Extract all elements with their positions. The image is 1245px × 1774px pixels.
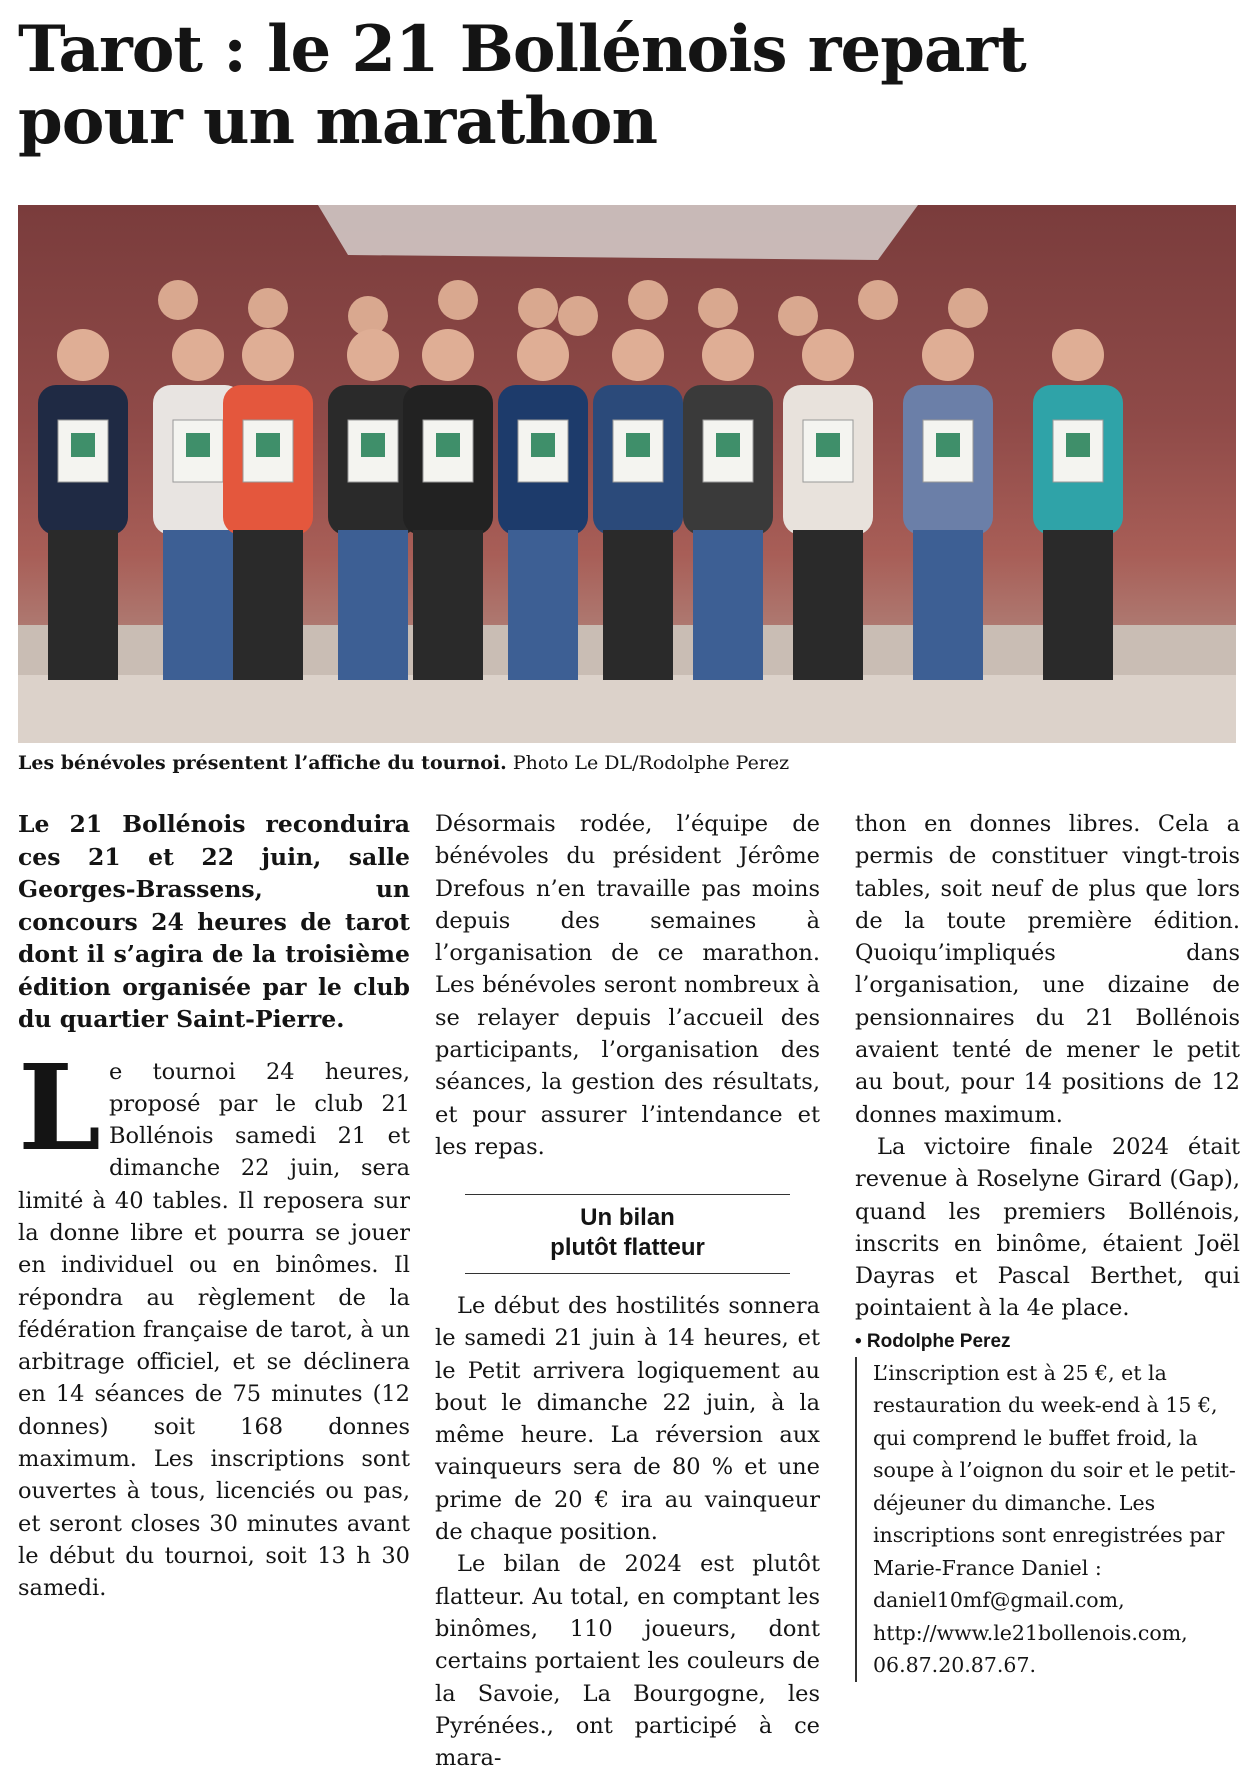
info-box: L’inscription est à 25 €, et la restauration du week-end à 15 €, qui comprend le buffet froid, la soupe à l’oignon du soir et le petit-déjeuner du dimanche. Les inscriptions sont enregistrées par Marie-France Daniel : daniel10mf@gmail.com, http://www.le21bollenois.com, 06.87.20.87.67. xyxy=(855,1357,1240,1682)
person-head xyxy=(698,288,738,328)
person-legs xyxy=(603,530,673,680)
headline-line-2: pour un marathon xyxy=(18,84,657,159)
person-head xyxy=(612,329,664,381)
person-legs xyxy=(48,530,118,680)
body-paragraph-4b: thon en donnes libres. Cela a permis de constituer vingt-trois tables, soit neuf de plus que lors de la toute première édition. Quoiqu’impliqués dans l’organisation, une dizaine de pensionnaires du 21 Bollénois avaient tenté de mener le petit au bout, pour 14 positions de 12 donnes maximum. xyxy=(855,811,1240,1128)
column-2 xyxy=(435,1180,820,1774)
author-signature: • Rodolphe Perez xyxy=(855,1330,1011,1352)
person-head xyxy=(158,280,198,320)
person-head xyxy=(438,280,478,320)
person-legs xyxy=(913,530,983,680)
person-head xyxy=(702,329,754,381)
poster-artwork xyxy=(936,433,960,457)
column-3 xyxy=(855,808,1240,1682)
person-head xyxy=(347,329,399,381)
person-head xyxy=(922,329,974,381)
subhead xyxy=(465,1194,790,1274)
poster-artwork xyxy=(186,433,210,457)
body-paragraph-3: Le début des hostilités sonnera le samedi 21 juin à 14 heures, et le Petit arrivera logiquement au bout le dimanche 22 juin, à la même heure. La réversion aux vainqueurs sera de 80 % et une prime de 20 € ira au vainqueur de chaque position. xyxy=(435,1293,820,1546)
body-paragraph-1-text: e tournoi 24 heures, proposé par le club 21 Bollénois samedi 21 et dimanche 22 juin, sera limité à 40 tables. Il reposera sur la donne libre et pourra se jouer en individuel ou en binômes. Il répondra au règlement de la fédération française de tarot, à un arbitrage officiel, et se déclinera en 14 séances de 75 minutes (12 donnes) soit 168 donnes maximum. Les inscriptions sont ouvertes à tous, licenciés ou pas, et seront closes 30 minutes avant le début du tournoi, soit 13 h 30 samedi. xyxy=(18,1058,410,1602)
person-legs xyxy=(413,530,483,680)
person-legs xyxy=(1043,530,1113,680)
person-head xyxy=(422,329,474,381)
person-legs xyxy=(508,530,578,680)
body-paragraph-1 xyxy=(18,1037,410,1605)
poster-artwork xyxy=(816,433,840,457)
poster-artwork xyxy=(71,433,95,457)
subhead-line-1: Un bilan xyxy=(580,1204,675,1231)
person-head xyxy=(248,288,288,328)
poster-artwork xyxy=(716,433,740,457)
subhead-line-2: plutôt flatteur xyxy=(550,1234,705,1261)
lead-paragraph: Le 21 Bollénois reconduira ces 21 et 22 juin, salle Georges-Brassens, un concours 24 heures de tarot dont il s’agira de la troisième édition organisée par le club du quartier Saint-Pierre. xyxy=(18,810,410,1033)
person-legs xyxy=(233,530,303,680)
person-legs xyxy=(163,530,233,680)
poster-artwork xyxy=(626,433,650,457)
column-1 xyxy=(18,808,410,1698)
person-legs xyxy=(793,530,863,680)
body-paragraph-4a: Le bilan de 2024 est plutôt flatteur. Au total, en comptant les binômes, 110 joueurs, dont certains portaient les couleurs de la Savoie, La Bourgogne, les Pyrénées., ont participé à ce mara- xyxy=(435,1551,820,1772)
person-legs xyxy=(338,530,408,680)
person-head xyxy=(1052,329,1104,381)
poster-artwork xyxy=(531,433,555,457)
headline-line-1: Tarot : le 21 Bollénois repart xyxy=(18,12,1026,87)
person-head xyxy=(778,296,818,336)
photo-credit: Photo Le DL/Rodolphe Perez xyxy=(512,752,790,774)
body-paragraph-2: Désormais rodée, l’équipe de bénévoles du président Jérôme Drefous n’en travaille pas moins depuis des semaines à l’organisation de ce marathon. Les bénévoles seront nombreux à se relayer depuis l’accueil des participants, l’organisation des séances, la gestion des résultats, et pour assurer l’intendance et les repas. xyxy=(435,811,820,1160)
person-head xyxy=(858,280,898,320)
headline xyxy=(18,14,1118,158)
person-head xyxy=(57,329,109,381)
column-2-top xyxy=(435,808,820,1163)
person-head xyxy=(628,280,668,320)
photo-caption xyxy=(18,751,1218,775)
poster-artwork xyxy=(256,433,280,457)
person-head xyxy=(948,288,988,328)
person-head xyxy=(172,329,224,381)
poster-artwork xyxy=(361,433,385,457)
person-head xyxy=(242,329,294,381)
person-head xyxy=(518,288,558,328)
person-head xyxy=(517,329,569,381)
body-paragraph-5: La victoire finale 2024 était revenue à Roselyne Girard (Gap), quand les premiers Bollénois, inscrits en binôme, étaient Joël Dayras et Pascal Berthet, qui pointaient à la 4e place. xyxy=(855,1133,1240,1322)
person-legs xyxy=(693,530,763,680)
group-photo-illustration xyxy=(18,205,1236,743)
person-head xyxy=(802,329,854,381)
poster-artwork xyxy=(1066,433,1090,457)
drop-cap: L xyxy=(18,1037,101,1177)
caption-text: Les bénévoles présentent l’affiche du tournoi. xyxy=(18,752,507,774)
person-head xyxy=(558,296,598,336)
poster-artwork xyxy=(436,433,460,457)
group-photo xyxy=(18,205,1236,743)
